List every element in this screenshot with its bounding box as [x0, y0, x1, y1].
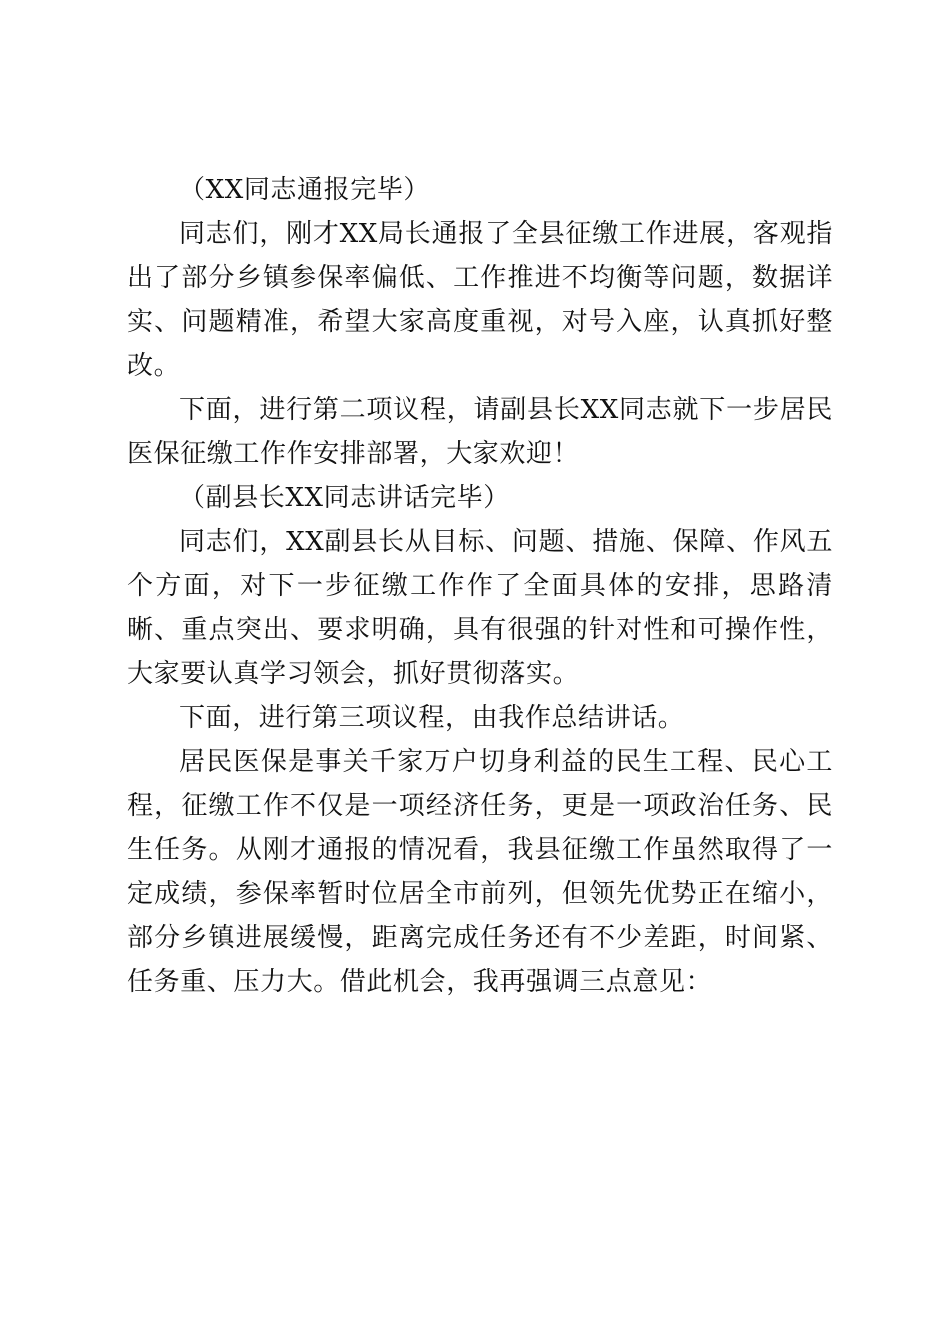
paragraph-second-agenda-item: 下面，进行第二项议程，请副县长XX同志就下一步居民医保征缴工作作安排部署，大家欢迎！	[127, 395, 833, 469]
document-body	[127, 168, 833, 1004]
paragraph-note-report-finished: （XX同志通报完毕）	[179, 175, 431, 205]
paragraph-summary-speech: 居民医保是事关千家万户切身利益的民生工程、民心工程，征缴工作不仅是一项经济任务，更是一项政治任务、民生任务。从刚才通报的情况看，我县征缴工作虽然取得了一定成绩，参保率暂时位居全市前列，但领先优势正在缩小，部分乡镇进展缓慢，距离完成任务还有不少差距，时间紧、任务重、压力大。借此机会，我再强调三点意见：	[127, 747, 833, 997]
paragraph-third-agenda-item: 下面，进行第三项议程，由我作总结讲话。	[179, 703, 685, 733]
paragraph-comment-on-speech: 同志们，XX副县长从目标、问题、措施、保障、作风五个方面，对下一步征缴工作作了全面具体的安排，思路清晰、重点突出、要求明确，具有很强的针对性和可操作性，大家要认真学习领会，抓好贯彻落实。	[127, 527, 833, 689]
paragraph-note-speech-finished: （副县长XX同志讲话完毕）	[179, 483, 510, 513]
paragraph-comment-on-report: 同志们，刚才XX局长通报了全县征缴工作进展，客观指出了部分乡镇参保率偏低、工作推进不均衡等问题，数据详实、问题精准，希望大家高度重视，对号入座，认真抓好整改。	[127, 219, 833, 381]
